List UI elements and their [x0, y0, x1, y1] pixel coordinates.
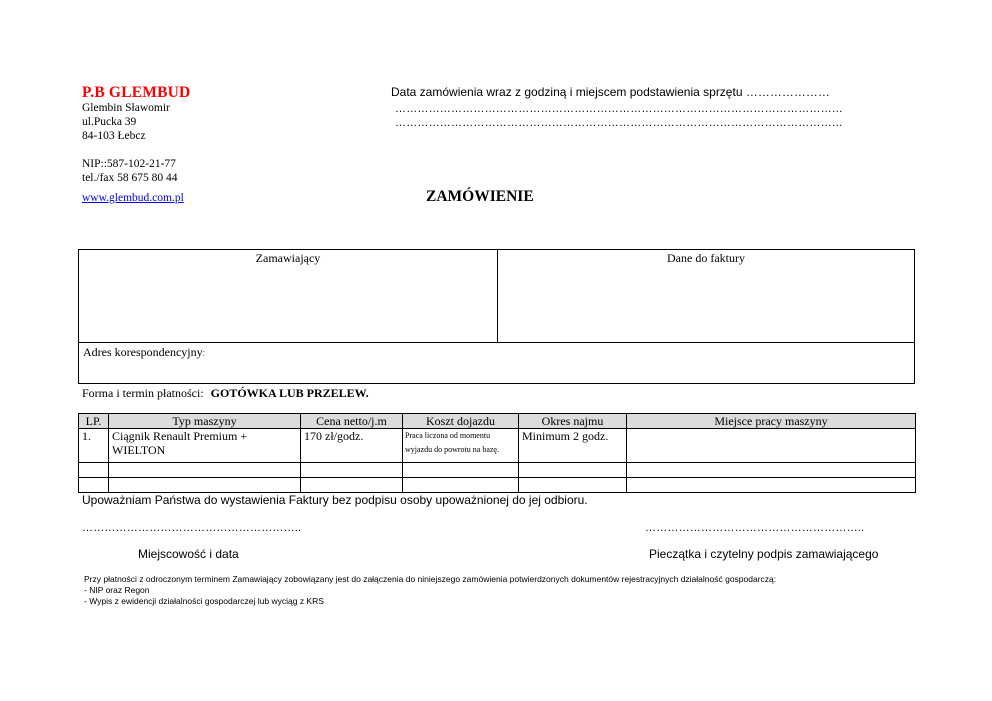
note-krs: - Wypis z ewidencji działalności gospodarczej lub wyciąg z KRS	[84, 596, 324, 606]
cell-machine-type: Ciągnik Renault Premium + WIELTON	[109, 429, 301, 463]
header-machine-type: Typ maszyny	[109, 414, 301, 429]
cell-lp[interactable]	[79, 463, 109, 478]
cell-rental-period: Minimum 2 godz.	[519, 429, 627, 463]
company-phone: tel./fax 58 675 80 44	[82, 172, 178, 184]
company-city: 84-103 Łebcz	[82, 130, 146, 142]
table-row	[79, 463, 916, 478]
header-work-location: Miejsce pracy maszyny	[627, 414, 916, 429]
cell-rental-period[interactable]	[519, 463, 627, 478]
cell-lp: 1.	[79, 429, 109, 463]
cell-travel-cost: Praca liczona od momentu wyjazdu do powrotu na bazę.	[403, 429, 519, 463]
payment-value: GOTÓWKA LUB PRZELEW.	[210, 386, 369, 400]
place-date-field[interactable]: …………………………………………………..	[82, 522, 302, 534]
note-nip-regon: - NIP oraz Regon	[84, 585, 150, 595]
cell-net-price[interactable]	[301, 463, 403, 478]
cell-machine-type[interactable]	[109, 478, 301, 493]
parties-divider	[497, 250, 498, 342]
correspondence-address-label: Adres korespondencyjny	[83, 345, 203, 359]
company-website-link[interactable]: www.glembud.com.pl	[82, 192, 184, 204]
payment-terms	[82, 386, 369, 401]
place-date-label: Miejscowość i data	[138, 547, 239, 561]
note-deferred-payment: Przy płatności z odroczonym terminem Zamawiający zobowiązany jest do załączenia do niniejszego zamówienia potwierdzonych dokumentów rejestracyjnych działalność gospodarczą:	[84, 574, 777, 584]
document-title: ZAMÓWIENIE	[426, 188, 534, 205]
cell-travel-cost[interactable]	[403, 463, 519, 478]
header-rental-period: Okres najmu	[519, 414, 627, 429]
cell-travel-cost[interactable]	[403, 478, 519, 493]
cell-work-location[interactable]	[627, 478, 916, 493]
order-date-line-2[interactable]: …………………………………………………………………………………………………………	[395, 117, 843, 129]
table-row	[79, 429, 916, 463]
table-row	[79, 478, 916, 493]
correspondence-address-field[interactable]	[83, 345, 205, 360]
machine-table	[78, 413, 916, 493]
header-travel-cost: Koszt dojazdu	[403, 414, 519, 429]
cell-net-price[interactable]	[301, 478, 403, 493]
company-owner: Glembin Sławomir	[82, 102, 170, 114]
cell-machine-type[interactable]	[109, 463, 301, 478]
header-lp: LP.	[79, 414, 109, 429]
payment-label: Forma i termin płatności:	[82, 386, 204, 400]
cell-net-price: 170 zł/godz.	[301, 429, 403, 463]
cell-lp[interactable]	[79, 478, 109, 493]
authorization-statement: Upoważniam Państwa do wystawienia Faktury bez podpisu osoby upoważnionej do jej odbioru.	[82, 493, 588, 507]
parties-separator	[79, 342, 914, 343]
header-net-price: Cena netto/j.m	[301, 414, 403, 429]
parties-box	[78, 249, 915, 384]
company-street: ul.Pucka 39	[82, 116, 137, 128]
orderer-label: Zamawiający	[255, 251, 321, 265]
invoice-data-label: Dane do faktury	[667, 251, 745, 265]
company-name: P.B GLEMBUD	[82, 84, 191, 101]
company-nip: NIP::587-102-21-77	[82, 158, 176, 170]
order-date-line-1[interactable]: …………………………………………………………………………………………………………	[395, 103, 843, 115]
correspondence-colon: :	[202, 348, 206, 358]
table-header-row	[79, 414, 916, 429]
cell-work-location[interactable]	[627, 463, 916, 478]
stamp-signature-label: Pieczątka i czytelny podpis zamawiającego	[649, 547, 879, 561]
cell-rental-period[interactable]	[519, 478, 627, 493]
signature-field[interactable]: …………………………………………………..	[645, 522, 865, 534]
cell-work-location[interactable]	[627, 429, 916, 463]
order-date-label: Data zamówienia wraz z godziną i miejscem podstawienia sprzętu …………………	[391, 85, 830, 99]
